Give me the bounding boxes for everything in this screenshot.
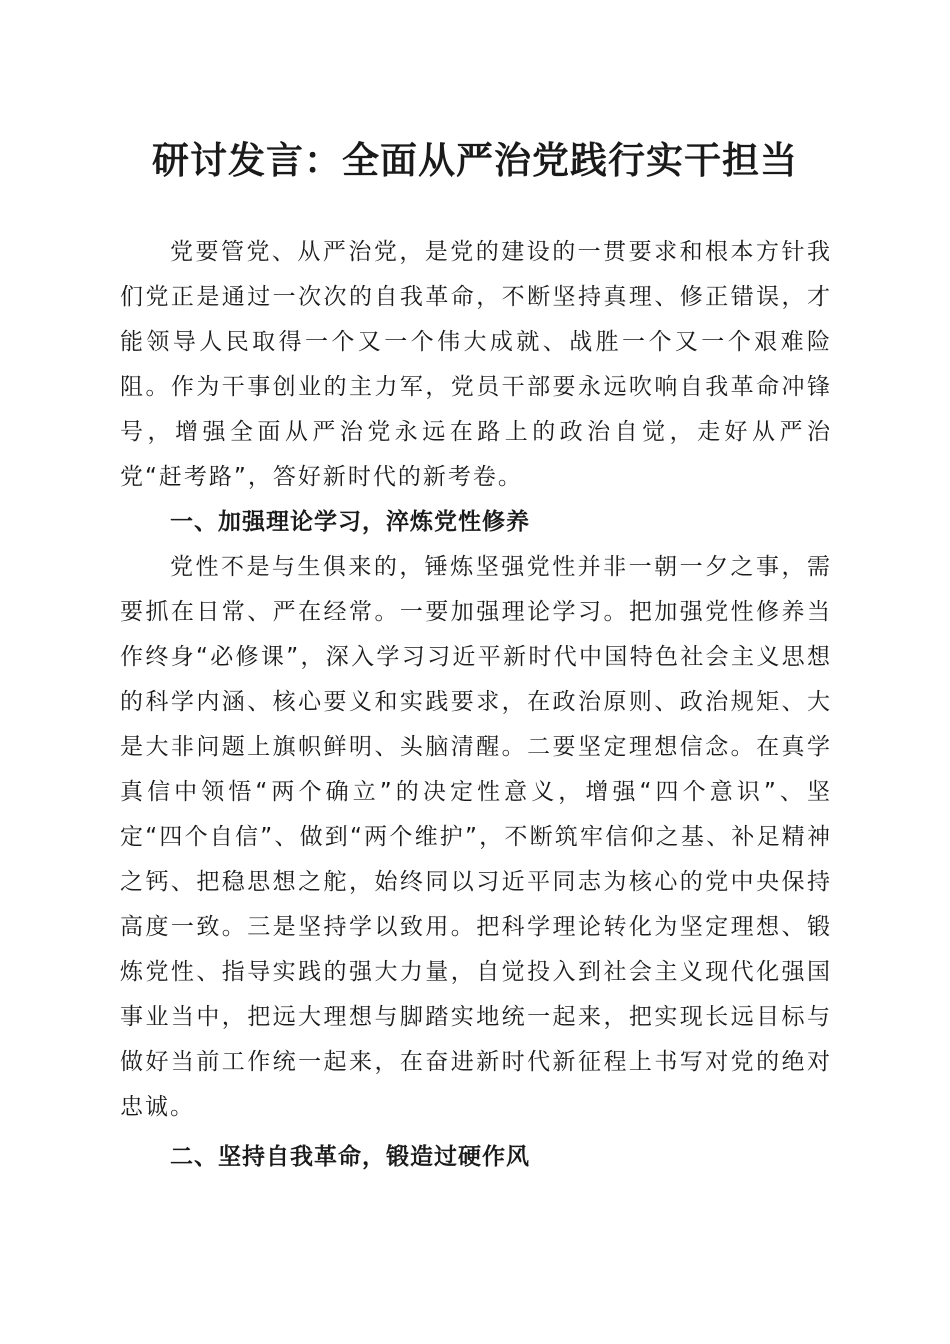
section-1-heading: 一、加强理论学习，淬炼党性修养 [170, 509, 530, 535]
document-body [120, 230, 832, 1180]
document-title: 研讨发言：全面从严治党践行实干担当 [152, 138, 798, 182]
intro-paragraph: 党要管党、从严治党，是党的建设的一贯要求和根本方针我们党正是通过一次次的自我革命，不断坚持真理、修正错误，才能领导人民取得一个又一个伟大成就、战胜一个又一个艰难险阻。作为干事创业的主力军，党员干部要永远吹响自我革命冲锋号，增强全面从严治党永远在路上的政治自觉，走好从严治党“赶考路”，答好新时代的新考卷。 [120, 239, 832, 490]
section-1-paragraph: 党性不是与生俱来的，锤炼坚强党性并非一朝一夕之事，需要抓在日常、严在经常。一要加强理论学习。把加强党性修养当作终身“必修课”，深入学习习近平新时代中国特色社会主义思想的科学内涵、核心要义和实践要求，在政治原则、政治规矩、大是大非问题上旗帜鲜明、头脑清醒。二要坚定理想信念。在真学真信中领悟“两个确立”的决定性意义，增强“四个意识”、坚定“四个自信”、做到“两个维护”，不断筑牢信仰之基、补足精神之钙、把稳思想之舵，始终同以习近平同志为核心的党中央保持高度一致。三是坚持学以致用。把科学理论转化为坚定理想、锻炼党性、指导实践的强大力量，自觉投入到社会主义现代化强国事业当中，把远大理想与脚踏实地统一起来，把实现长远目标与做好当前工作统一起来，在奋进新时代新征程上书写对党的绝对忠诚。 [120, 554, 832, 1120]
section-2-heading: 二、坚持自我革命，锻造过硬作风 [170, 1144, 530, 1170]
